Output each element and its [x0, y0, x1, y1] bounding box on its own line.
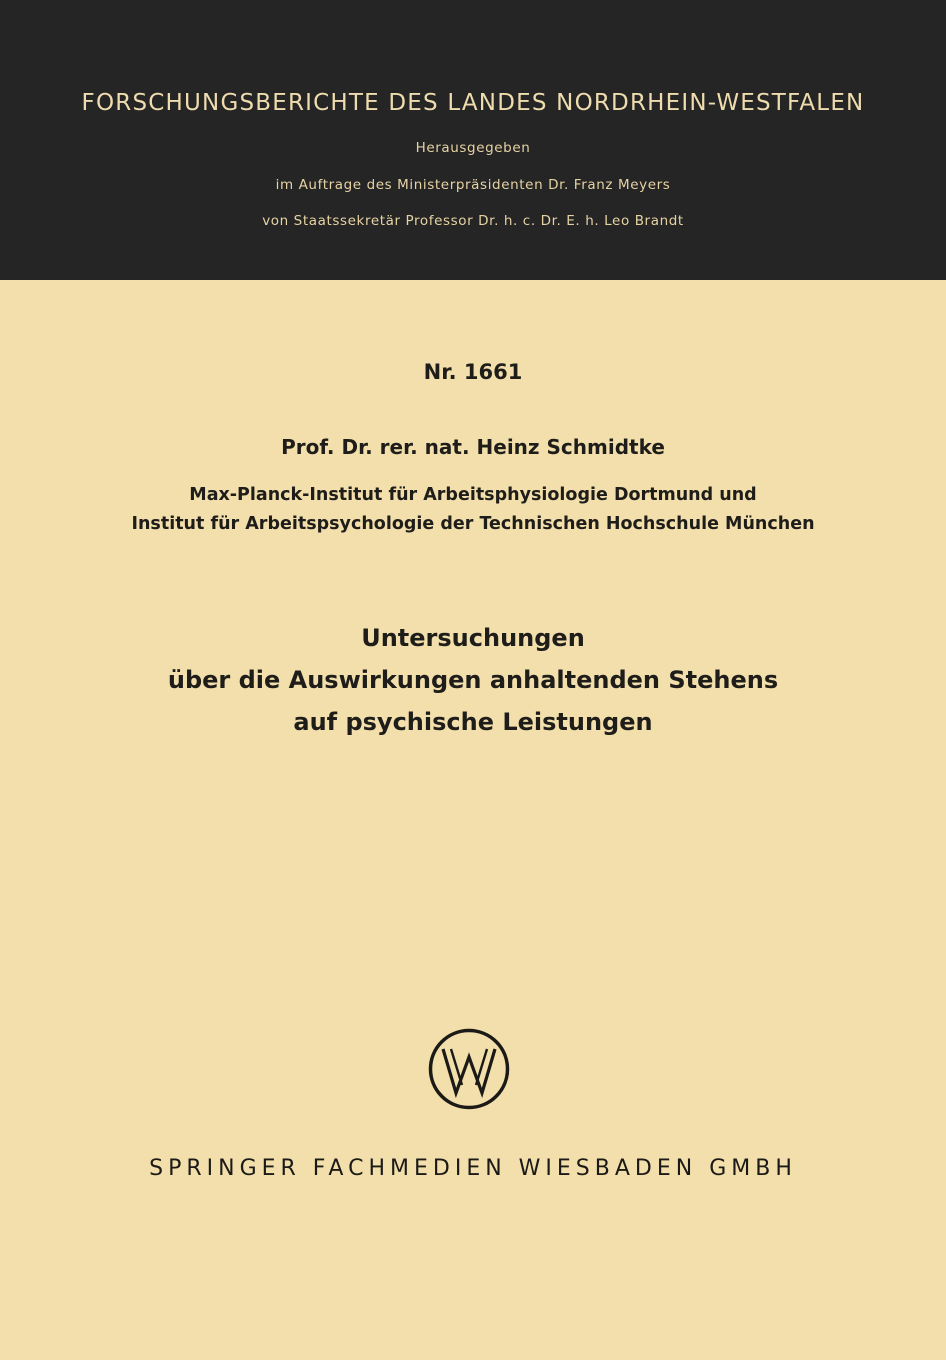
report-number: Nr. 1661: [423, 360, 523, 384]
book-title-line-2: über die Auswirkungen anhaltenden Stehens: [167, 666, 779, 694]
editor-line-3: von Staatssekretär Professor Dr. h. c. Dr. E. h. Leo Brandt: [262, 213, 684, 229]
publisher-name: SPRINGER FACHMEDIEN WIESBADEN GMBH: [149, 1156, 797, 1181]
series-title: FORSCHUNGSBERICHTE DES LANDES NORDRHEIN-WESTFALEN: [81, 90, 865, 116]
editor-line-2: im Auftrage des Ministerpräsidenten Dr. Franz Meyers: [275, 177, 671, 193]
book-title-line-3: auf psychische Leistungen: [293, 708, 653, 736]
institution-line-1: Max-Planck-Institut für Arbeitsphysiologie Dortmund und: [189, 485, 757, 505]
publisher-w-circle-logo-icon: [427, 1027, 511, 1111]
author-name: Prof. Dr. rer. nat. Heinz Schmidtke: [281, 435, 665, 459]
editor-line-1: Herausgegeben: [415, 140, 531, 156]
institution-line-2: Institut für Arbeitspsychologie der Technischen Hochschule München: [131, 514, 815, 534]
book-title-line-1: Untersuchungen: [361, 624, 585, 652]
header-band: [0, 0, 946, 280]
